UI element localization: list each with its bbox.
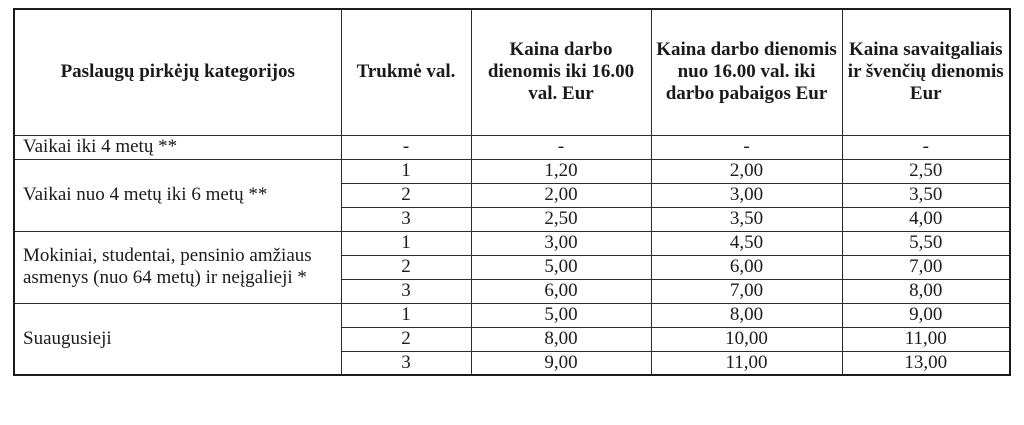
price-cell: 8,00 <box>651 303 842 327</box>
category-cell: Mokiniai, studentai, pensinio amžiaus asmenys (nuo 64 metų) ir neįgalieji * <box>14 231 341 303</box>
table-row <box>14 159 1010 183</box>
duration-cell: 2 <box>341 327 471 351</box>
price-cell: 3,50 <box>842 183 1010 207</box>
price-cell: 1,20 <box>471 159 651 183</box>
price-cell: 5,00 <box>471 303 651 327</box>
price-cell: 4,00 <box>842 207 1010 231</box>
header-duration: Trukmė val. <box>341 9 471 135</box>
duration-cell: 3 <box>341 351 471 375</box>
table-header-row <box>14 9 1010 135</box>
price-cell: 13,00 <box>842 351 1010 375</box>
duration-cell: 3 <box>341 279 471 303</box>
price-cell: - <box>651 135 842 159</box>
duration-cell: - <box>341 135 471 159</box>
price-cell: 5,50 <box>842 231 1010 255</box>
price-cell: 3,00 <box>651 183 842 207</box>
price-table <box>13 8 1011 376</box>
price-cell: 7,00 <box>651 279 842 303</box>
price-cell: - <box>471 135 651 159</box>
price-cell: 3,00 <box>471 231 651 255</box>
duration-cell: 1 <box>341 303 471 327</box>
duration-cell: 1 <box>341 159 471 183</box>
price-cell: 8,00 <box>471 327 651 351</box>
price-cell: 9,00 <box>842 303 1010 327</box>
category-cell: Vaikai iki 4 metų ** <box>14 135 341 159</box>
category-cell: Suaugusieji <box>14 303 341 375</box>
price-cell: 5,00 <box>471 255 651 279</box>
duration-cell: 3 <box>341 207 471 231</box>
price-cell: - <box>842 135 1010 159</box>
price-cell: 9,00 <box>471 351 651 375</box>
price-cell: 11,00 <box>651 351 842 375</box>
price-cell: 7,00 <box>842 255 1010 279</box>
price-cell: 2,00 <box>651 159 842 183</box>
price-cell: 11,00 <box>842 327 1010 351</box>
price-cell: 4,50 <box>651 231 842 255</box>
header-price-weekday-after-16: Kaina darbo dienomis nuo 16.00 val. iki darbo pabaigos Eur <box>651 9 842 135</box>
price-cell: 6,00 <box>471 279 651 303</box>
table-row <box>14 303 1010 327</box>
price-cell: 6,00 <box>651 255 842 279</box>
header-price-weekend-holiday: Kaina savaitgaliais ir švenčių dienomis Eur <box>842 9 1010 135</box>
category-cell: Vaikai nuo 4 metų iki 6 metų ** <box>14 159 341 231</box>
price-cell: 2,00 <box>471 183 651 207</box>
price-cell: 8,00 <box>842 279 1010 303</box>
price-cell: 10,00 <box>651 327 842 351</box>
duration-cell: 1 <box>341 231 471 255</box>
header-category: Paslaugų pirkėjų kategorijos <box>14 9 341 135</box>
price-cell: 2,50 <box>842 159 1010 183</box>
header-price-weekday-before-16: Kaina darbo dienomis iki 16.00 val. Eur <box>471 9 651 135</box>
duration-cell: 2 <box>341 255 471 279</box>
duration-cell: 2 <box>341 183 471 207</box>
price-cell: 3,50 <box>651 207 842 231</box>
table-row <box>14 135 1010 159</box>
price-cell: 2,50 <box>471 207 651 231</box>
table-row <box>14 231 1010 255</box>
